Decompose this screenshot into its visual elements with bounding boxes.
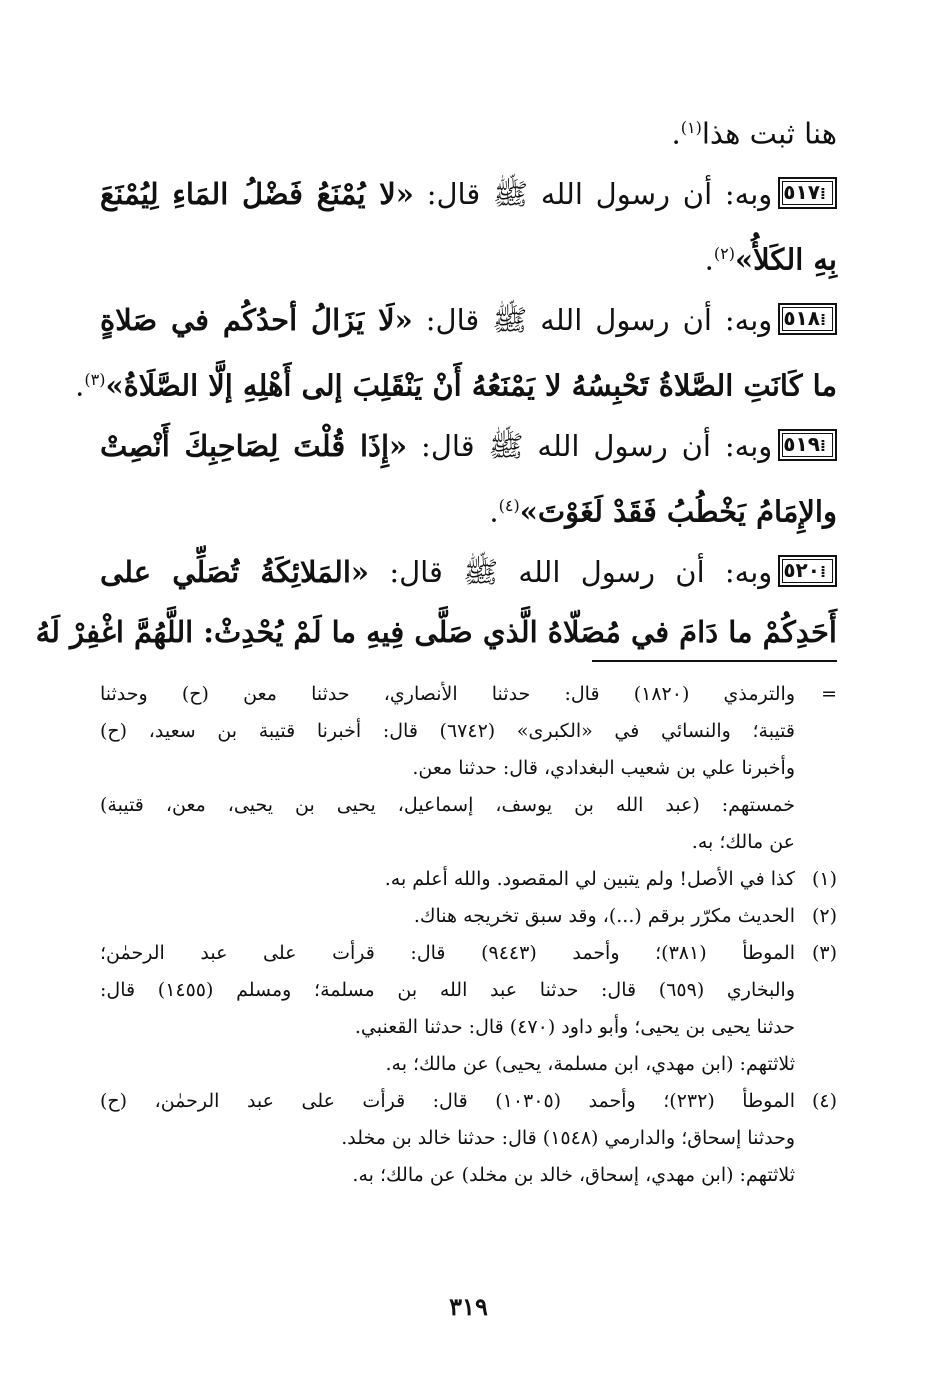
footnote-ref-3[interactable]: (٣)	[84, 370, 106, 389]
hadith-text: «لا يُمْنَعُ فَضْلُ المَاءِ لِيُمْنَعَ	[100, 177, 414, 211]
footnote-divider	[592, 660, 837, 662]
hadith-519: ٥١٩⁞وبه: أن رسول الله ﷺ قال: «إِذَا قُلْتَ لِصَاحِبِكَ أَنْصِتْ والإِمَامُ يَخْطُبُ فَقَدْ لَغَوْتَ»$^{(٤)}$.	[100, 429, 837, 529]
ornament-icon: ⁞	[819, 310, 827, 329]
hadith-518: ٥١٨⁞وبه: أن رسول الله ﷺ قال: «لَا يَزَالُ أحدُكُم في صَلاةٍ ما كَانَتِ الصَّلاةُ تَحْبِسُهُ لا يَمْنَعُهُ أَنْ يَنْقَلِبَ إلى أَهْلِهِ إلَّا الصَّلَاةُ»$^{(٣)}$.	[75, 303, 837, 403]
ornament-icon: ⁞	[819, 562, 827, 581]
footnote-label: (١)	[811, 868, 837, 890]
hadith-number-badge: ٥١٧⁞	[778, 177, 837, 209]
main-text	[35, 98, 837, 662]
text-line-1: هنا ثبت هذا$^{(١)}$.	[671, 116, 837, 151]
hadith-520: ٥٢٠⁞وبه: أن رسول الله ﷺ قال: «المَلائِكَةُ تُصَلِّي على أَحَدِكُمْ ما دَامَ في مُصَلّاهُ الَّذي صَلَّى فِيهِ ما لَمْ يُحْدِثْ: اللَّهُمَّ اغْفِرْ لَهُ	[35, 555, 837, 649]
footnote-4: (٤)الموطأ (٢٣٢)؛ وأحمد (١٠٣٠٥) قال: قرأت على عبد الرحمٰن، (ح) وحدثنا إسحاق؛ والدارمي (١٥٤٨) قال: حدثنا خالد بن مخلد. ثلاثتهم: (ابن مهدي، إسحاق، خالد بن مخلد) عن مالك؛ به.	[100, 1083, 837, 1194]
hadith-text: والإِمَامُ يَخْطُبُ فَقَدْ لَغَوْتَ»	[519, 494, 837, 529]
ornament-icon: ⁞	[819, 436, 826, 455]
page-number: ٣١٩	[449, 1292, 488, 1321]
footnote-ref-1[interactable]: (١)	[680, 118, 702, 137]
footnote-label: (٢)	[811, 905, 837, 927]
hadith-text: «لَا يَزَالُ أحدُكُم في صَلاةٍ	[100, 303, 413, 337]
ornament-icon: ⁞	[819, 184, 826, 203]
hadith-517: ٥١٧⁞وبه: أن رسول الله ﷺ قال: «لا يُمْنَعُ فَضْلُ المَاءِ لِيُمْنَعَ بِهِ الكَلأُ»$^{(٢)}$.	[100, 177, 837, 277]
continuation-mark: =	[821, 683, 837, 705]
footnote-ref-2[interactable]: (٢)	[713, 244, 735, 263]
footnote-1: (١)كذا في الأصل! ولم يتبين لي المقصود. والله أعلم به.	[100, 861, 837, 898]
footnote-label: (٤)	[811, 1090, 837, 1112]
hadith-number-badge: ٥١٩⁞	[778, 429, 837, 461]
footnotes	[100, 676, 837, 1194]
hadith-text: «المَلائِكَةُ تُصَلِّي على	[100, 555, 370, 589]
hadith-text: ما كَانَتِ الصَّلاةُ تَحْبِسُهُ لا يَمْنَعُهُ أَنْ يَنْقَلِبَ إلى أَهْلِهِ إلَّا الصَّلَاةُ»	[105, 368, 837, 403]
hadith-text: أَحَدِكُمْ ما دَامَ في مُصَلّاهُ الَّذي صَلَّى فِيهِ ما لَمْ يُحْدِثْ: اللَّهُمَّ اغْفِرْ لَهُ	[35, 615, 837, 649]
footnote-3: (٣)الموطأ (٣٨١)؛ وأحمد (٩٤٤٣) قال: قرأت على عبد الرحمٰن؛ والبخاري (٦٥٩) قال: حدثنا عبد الله بن مسلمة؛ ومسلم (١٤٥٥) قال: حدثنا يحيى بن يحيى؛ وأبو داود (٤٧٠) قال: حدثنا القعنبي. ثلاثتهم: (ابن مهدي، ابن مسلمة، يحيى) عن مالك؛ به.	[100, 935, 837, 1083]
hadith-text: «إِذَا قُلْتَ لِصَاحِبِكَ أَنْصِتْ	[100, 429, 408, 463]
footnote-continuation: =والترمذي (١٨٢٠) قال: حدثنا الأنصاري، حدثنا معن (ح) وحدثنا قتيبة؛ والنسائي في «الكبرى» (٦٧٤٢) قال: أخبرنا قتيبة بن سعيد، (ح) وأخبرنا علي بن شعيب البغدادي، قال: حدثنا معن. خمستهم: (عبد الله بن يوسف، إسماعيل، يحيى بن يحيى، معن، قتيبة) عن مالك؛ به.	[100, 676, 837, 861]
hadith-number-badge: ٥١٨⁞	[778, 303, 837, 335]
hadith-number-badge: ٥٢٠⁞	[778, 555, 837, 587]
footnote-2: (٢)الحديث مكرّر برقم (...)، وقد سبق تخريجه هناك.	[100, 898, 837, 935]
hadith-text: بِهِ الكَلأُ»	[734, 242, 837, 277]
footnote-label: (٣)	[811, 942, 837, 964]
footnote-ref-4[interactable]: (٤)	[498, 496, 520, 515]
